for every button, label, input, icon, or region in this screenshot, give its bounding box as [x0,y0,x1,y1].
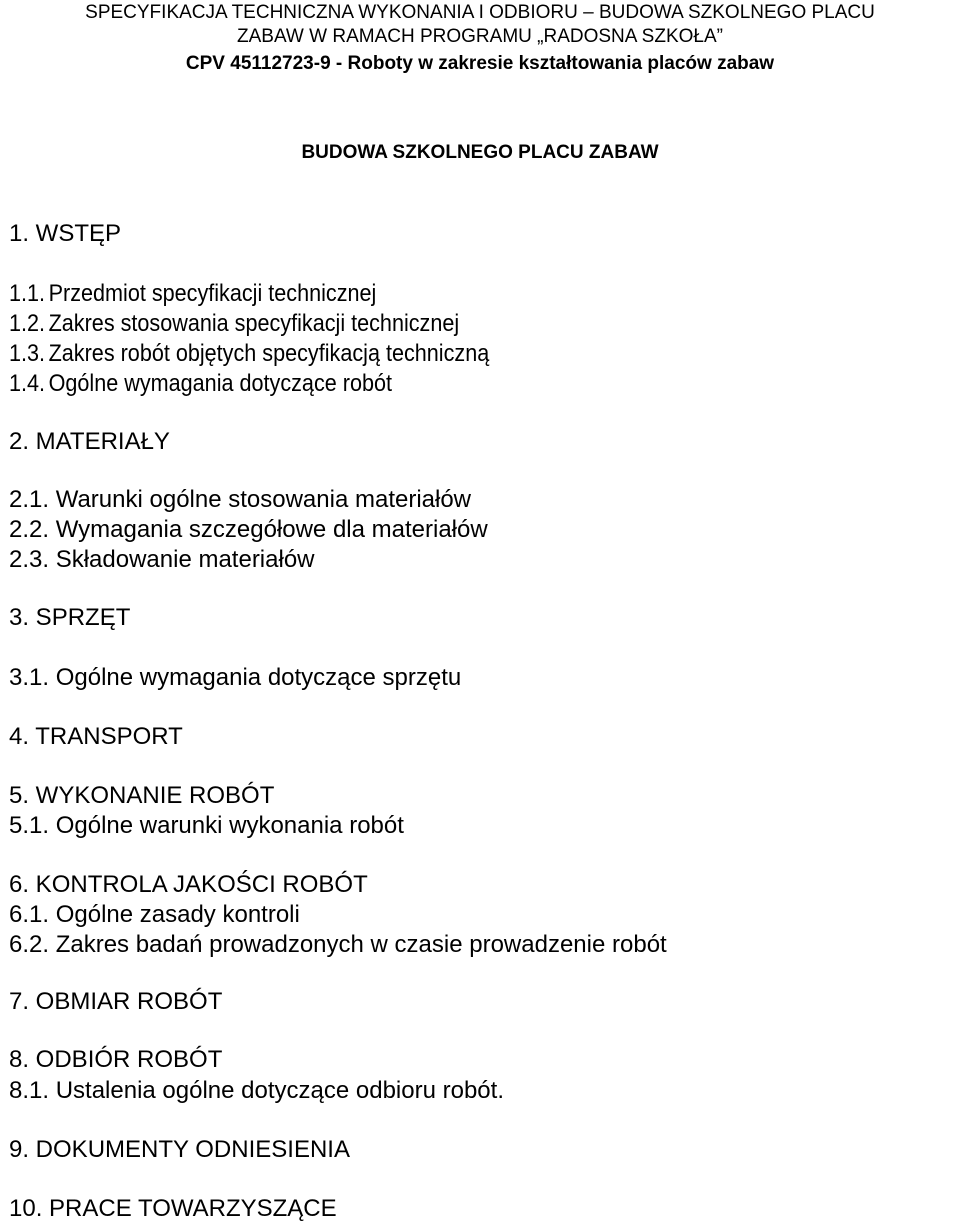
toc-number: 7. [9,988,30,1015]
toc-text: DOKUMENTY ODNIESIENIA [29,1136,350,1163]
toc-text: WYKONANIE ROBÓT [29,782,275,809]
toc-item [9,723,183,751]
toc-text: Ustalenia ogólne dotyczące odbioru robót. [49,1077,504,1104]
toc-number: 3. [9,604,30,631]
toc-text: MATERIAŁY [29,428,170,455]
toc-number: 2.3. [9,546,50,573]
toc-number: 1.4. [9,370,46,397]
toc-text: Ogólne wymagania dotyczące sprzętu [49,664,462,691]
toc-number: 1.3. [9,340,46,367]
toc-number: 1. [9,220,30,247]
toc-text: ODBIÓR ROBÓT [29,1046,223,1073]
toc-item [9,310,459,338]
toc-number: 10. [9,1195,43,1222]
toc-item [9,931,667,959]
toc-number: 6.2. [9,931,50,958]
toc-item [9,1195,337,1223]
toc-text: Zakres stosowania specyfikacji technicznej [48,310,460,337]
toc-text: Ogólne zasady kontroli [49,901,300,928]
toc-text: OBMIAR ROBÓT [29,988,223,1015]
toc-item [9,782,274,810]
toc-item [9,340,489,368]
toc-number: 2. [9,428,30,455]
toc-number: 3.1. [9,664,50,691]
toc-text: SPRZĘT [29,604,131,631]
toc-item [9,220,121,248]
toc-item [9,1136,350,1164]
header-cpv-line: CPV 45112723-9 - Roboty w zakresie kształtowania placów zabaw [185,53,775,74]
header-line-1: SPECYFIKACJA TECHNICZNA WYKONANIA I ODBIORU – BUDOWA SZKOLNEGO PLACU [85,2,875,23]
toc-text: Przedmiot specyfikacji technicznej [48,280,377,307]
toc-item [9,1046,222,1074]
toc-item [9,901,300,929]
toc-item [9,280,376,308]
toc-number: 5.1. [9,812,50,839]
toc-number: 9. [9,1136,30,1163]
toc-text: KONTROLA JAKOŚCI ROBÓT [29,871,368,898]
toc-number: 5. [9,782,30,809]
header-line-2: ZABAW W RAMACH PROGRAMU „RADOSNA SZKOŁA” [237,26,723,47]
toc-number: 1.2. [9,310,46,337]
toc-item [9,486,471,514]
toc-number: 6. [9,871,30,898]
toc-number: 4. [9,723,30,750]
toc-text: Ogólne warunki wykonania robót [49,812,404,839]
toc-text: Wymagania szczegółowe dla materiałów [49,516,488,543]
toc-item [9,428,170,456]
toc-item [9,516,488,544]
toc-item [9,604,130,632]
toc-text: Warunki ogólne stosowania materiałów [49,486,472,513]
toc-item [9,988,222,1016]
toc-number: 8.1. [9,1077,50,1104]
toc-number: 1.1. [9,280,46,307]
toc-text: Zakres badań prowadzonych w czasie prowadzenie robót [49,931,667,958]
toc-item [9,812,404,840]
toc-item [9,664,461,692]
toc-text: Składowanie materiałów [49,546,315,573]
toc-number: 6.1. [9,901,50,928]
document-title: BUDOWA SZKOLNEGO PLACU ZABAW [301,142,659,163]
toc-text: TRANSPORT [29,723,183,750]
toc-item [9,871,368,899]
toc-number: 2.1. [9,486,50,513]
toc-number: 2.2. [9,516,50,543]
toc-text: Ogólne wymagania dotyczące robót [48,370,393,397]
toc-item [9,546,315,574]
toc-item [9,370,392,398]
toc-text: PRACE TOWARZYSZĄCE [42,1195,337,1222]
toc-item [9,1077,504,1105]
toc-text: WSTĘP [29,220,122,247]
toc-text: Zakres robót objętych specyfikacją techniczną [48,340,490,367]
toc-number: 8. [9,1046,30,1073]
